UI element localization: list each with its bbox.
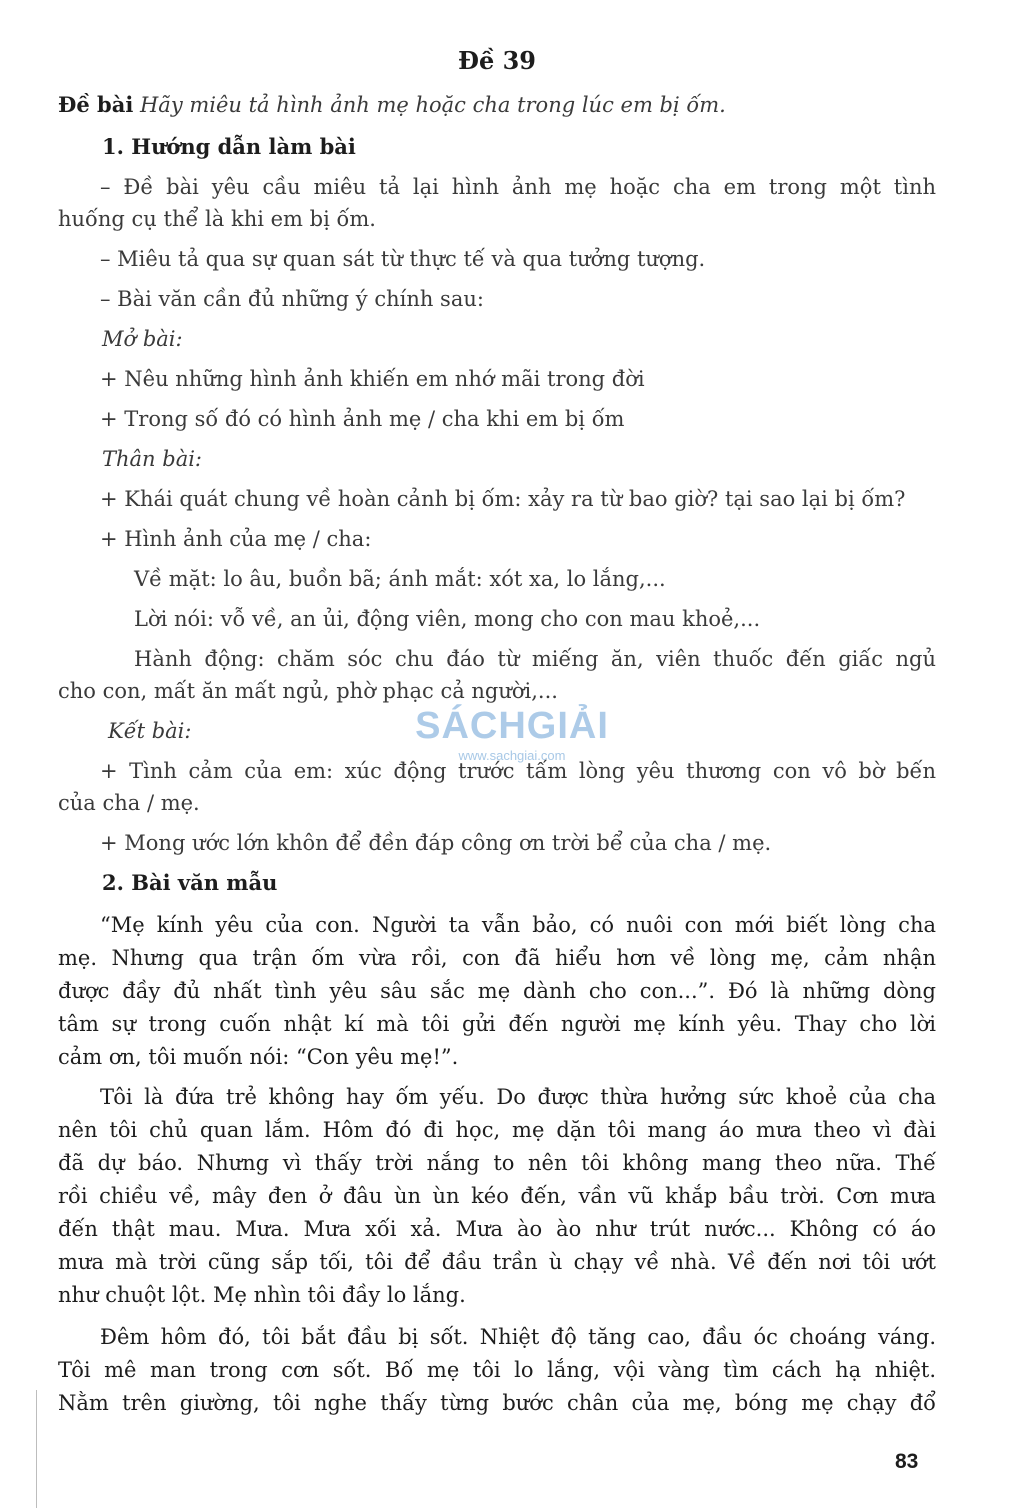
- margin-rule: [36, 1390, 37, 1508]
- guide-line: – Đề bài yêu cầu miêu tả lại hình ảnh mẹ hoặc cha em trong một tình: [100, 175, 936, 199]
- prompt-label: Đề bài: [58, 92, 134, 117]
- than-bai-label: Thân bài:: [102, 447, 203, 471]
- essay-line: mưa mà trời cũng sắp tối, tôi để đầu trần ù chạy về nhà. Về đến nơi tôi ướt: [58, 1250, 936, 1274]
- essay-line: Tôi là đứa trẻ không hay ốm yếu. Do được thừa hưởng sức khoẻ của cha: [100, 1085, 936, 1109]
- than-bai-item: + Hình ảnh của mẹ / cha:: [100, 527, 372, 551]
- essay-line: tâm sự trong cuốn nhật kí mà tôi gửi đến người mẹ kính yêu. Thay cho lời: [58, 1012, 936, 1036]
- guide-line: – Bài văn cần đủ những ý chính sau:: [100, 287, 484, 311]
- mo-bai-item: + Nêu những hình ảnh khiến em nhớ mãi trong đời: [100, 367, 645, 391]
- sub-item: Lời nói: vỗ về, an ủi, động viên, mong cho con mau khoẻ,...: [134, 607, 761, 631]
- guide-line: – Miêu tả qua sự quan sát từ thực tế và qua tưởng tượng.: [100, 247, 706, 271]
- mo-bai-label: Mở bài:: [102, 327, 183, 351]
- section2-heading: 2. Bài văn mẫu: [102, 870, 278, 895]
- essay-line: cảm ơn, tôi muốn nói: “Con yêu mẹ!”.: [58, 1045, 459, 1069]
- essay-line: mẹ. Nhưng qua trận ốm vừa rồi, con đã hiểu hơn về lòng mẹ, cảm nhận: [58, 946, 936, 970]
- essay-line: rồi chiều về, mây đen ở đâu ùn ùn kéo đến, vần vũ khắp bầu trời. Cơn mưa: [58, 1184, 936, 1208]
- essay-line: nên tôi chủ quan lắm. Hôm đó đi học, mẹ dặn tôi mang áo mưa theo vì đài: [58, 1118, 936, 1142]
- watermark-url: www.sachgiai.com: [458, 748, 566, 763]
- ket-bai-label: Kết bài:: [108, 719, 192, 743]
- ket-bai-item: + Mong ước lớn khôn để đền đáp công ơn trời bể của cha / mẹ.: [100, 831, 772, 855]
- guide-line: huống cụ thể là khi em bị ốm.: [58, 207, 376, 231]
- essay-line: “Mẹ kính yêu của con. Người ta vẫn bảo, có nuôi con mới biết lòng cha: [100, 913, 936, 937]
- page-title: Đề 39: [458, 46, 536, 75]
- ket-bai-item: của cha / mẹ.: [58, 791, 200, 815]
- prompt: [58, 92, 726, 118]
- essay-line: Tôi mê man trong cơn sốt. Bố mẹ tôi lo lắng, vội vàng tìm cách hạ nhiệt.: [58, 1358, 936, 1382]
- essay-line: được đầy đủ nhất tình yêu sâu sắc mẹ dành cho con...”. Đó là những dòng: [58, 979, 936, 1003]
- sub-item: Về mặt: lo âu, buồn bã; ánh mắt: xót xa, lo lắng,...: [134, 567, 666, 591]
- ket-bai-item: + Tình cảm của em: xúc động trước tấm lòng yêu thương con vô bờ bến: [100, 759, 936, 783]
- essay-line: đến thật mau. Mưa. Mưa xối xả. Mưa ào ào như trút nước... Không có áo: [58, 1217, 936, 1241]
- sub-item: cho con, mất ăn mất ngủ, phờ phạc cả người,...: [58, 679, 558, 703]
- section1-heading: 1. Hướng dẫn làm bài: [102, 134, 356, 159]
- mo-bai-item: + Trong số đó có hình ảnh mẹ / cha khi em bị ốm: [100, 407, 625, 431]
- than-bai-item: + Khái quát chung về hoàn cảnh bị ốm: xảy ra từ bao giờ? tại sao lại bị ốm?: [100, 487, 906, 511]
- watermark: [412, 704, 612, 764]
- essay-line: đã dự báo. Nhưng vì thấy trời nắng to nên tôi không mang theo nữa. Thế: [58, 1151, 936, 1175]
- essay-line: Đêm hôm đó, tôi bắt đầu bị sốt. Nhiệt độ tăng cao, đầu óc choáng váng.: [100, 1325, 936, 1349]
- essay-line: Nằm trên giường, tôi nghe thấy từng bước chân của mẹ, bóng mẹ chạy đổ: [58, 1391, 936, 1415]
- page-number: 83: [895, 1450, 919, 1473]
- essay-line: như chuột lột. Mẹ nhìn tôi đầy lo lắng.: [58, 1283, 466, 1307]
- watermark-brand: SÁCHGIẢI: [415, 705, 609, 747]
- sub-item: Hành động: chăm sóc chu đáo từ miếng ăn, viên thuốc đến giấc ngủ: [134, 647, 936, 671]
- prompt-text: Hãy miêu tả hình ảnh mẹ hoặc cha trong lúc em bị ốm.: [139, 93, 726, 117]
